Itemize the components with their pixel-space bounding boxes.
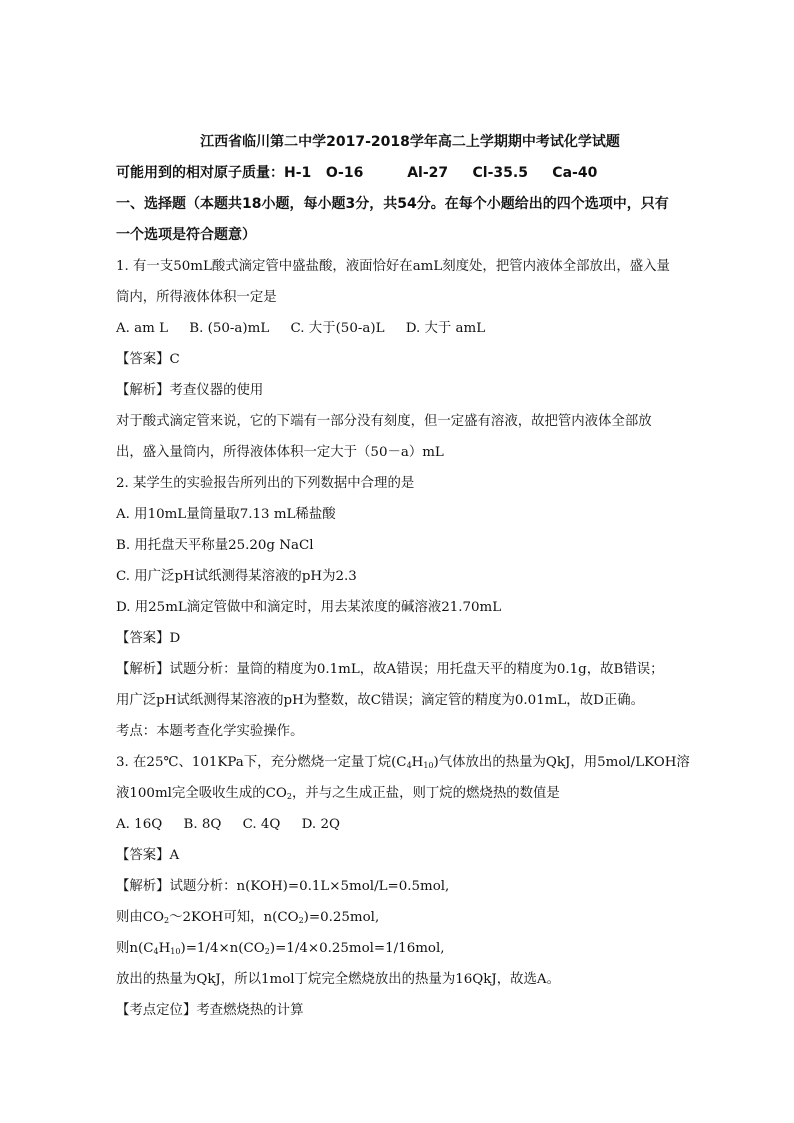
- q3-sub: 10: [170, 947, 181, 956]
- q3-analysis-text: 则n(C: [116, 941, 154, 956]
- atomic-mass-line: 可能用到的相对原子质量：H-1 O-16 Al-27 Cl-35.5 Ca-40: [116, 165, 598, 181]
- q2-answer: 【答案】D: [116, 631, 181, 646]
- q3-options: A. 16Q B. 8Q C. 4Q D. 2Q: [116, 817, 340, 832]
- q3-answer: 【答案】A: [116, 848, 180, 863]
- q3-analysis-text: )=1/4×n(CO: [180, 941, 265, 956]
- q2-option-a: A. 用10mL量筒量取7.13 mL稀盐酸: [116, 507, 336, 522]
- q1-options: A. am L B. (50-a)mL C. 大于(50-a)L D. 大于 amL: [116, 321, 486, 336]
- q3-point: 【考点定位】考查燃烧热的计算: [116, 1003, 304, 1018]
- q3-sub: 2: [286, 792, 292, 801]
- q3-analysis-text: H: [158, 941, 171, 956]
- q1-answer: 【答案】C: [116, 352, 180, 367]
- q3-analysis-text: ～2KOH可知，n(CO: [169, 910, 299, 925]
- q3-analysis-4: 放出的热量为QkJ，所以1mol丁烷完全燃烧放出的热量为16QkJ，故选A。: [116, 972, 560, 987]
- q3-analysis-text: )=1/4×0.25mol=1/16mol,: [269, 941, 445, 956]
- q3-analysis: 【解析】试题分析：n(KOH)=0.1L×5mol/L=0.5mol,: [116, 879, 450, 894]
- q2-stem: 2. 某学生的实验报告所列出的下列数据中合理的是: [116, 476, 415, 491]
- q1-stem: 1. 有一支50mL酸式滴定管中盛盐酸，液面恰好在amL刻度处，把管内液体全部放出，盛入量: [116, 259, 670, 274]
- q2-point: 考点：本题考查化学实验操作。: [116, 724, 304, 739]
- q3-analysis-3: [116, 933, 704, 964]
- q3-analysis-text: 则由CO: [116, 910, 165, 925]
- q3-sub: 10: [423, 761, 434, 770]
- q3-analysis-2: [116, 902, 704, 933]
- q3-stem-cont: [116, 778, 704, 809]
- q3-stem-text: ，并与之生成正盐，则丁烷的燃烧热的数值是: [291, 786, 560, 801]
- q1-explain-cont: 出，盛入量筒内，所得液体体积一定大于（50－a）mL: [116, 445, 444, 460]
- q3-sub: 2: [264, 947, 270, 956]
- q2-option-d: D. 用25mL滴定管做中和滴定时，用去某浓度的碱溶液21.70mL: [116, 600, 502, 615]
- q2-analysis-cont: 用广泛pH试纸测得某溶液的pH为整数，故C错误；滴定管的精度为0.01mL，故D正确。: [116, 693, 644, 708]
- section-heading: 一、选择题（本题共18小题，每小题3分，共54分。在每个小题给出的四个选项中，只有: [116, 196, 669, 212]
- q3-sub: 4: [406, 761, 412, 770]
- q1-stem-cont: 筒内，所得液体体积一定是: [116, 290, 277, 305]
- q3-stem: [116, 747, 704, 778]
- q1-explain: 对于酸式滴定管来说，它的下端有一部分没有刻度，但一定盛有溶液，故把管内液体全部放: [116, 414, 652, 429]
- q3-stem-text: H: [411, 755, 424, 770]
- q3-stem-text: )气体放出的热量为QkJ，用5mol/LKOH溶: [433, 755, 690, 770]
- q3-stem-text: 液100ml完全吸收生成的CO: [116, 786, 287, 801]
- q3-sub: 2: [164, 916, 170, 925]
- section-heading-cont: 一个选项是符合题意）: [116, 227, 256, 243]
- q3-stem-text: 3. 在25℃、101KPa下，充分燃烧一定量丁烷(C: [116, 755, 407, 770]
- q2-option-b: B. 用托盘天平称量25.20g NaCl: [116, 538, 314, 553]
- q3-sub: 4: [153, 947, 159, 956]
- q2-option-c: C. 用广泛pH试纸测得某溶液的pH为2.3: [116, 569, 357, 584]
- q1-analysis: 【解析】考查仪器的使用: [116, 383, 264, 398]
- q3-analysis-text: )=0.25mol,: [303, 910, 380, 925]
- q2-analysis: 【解析】试题分析：量筒的精度为0.1mL，故A错误；用托盘天平的精度为0.1g，故B错误；: [116, 662, 664, 677]
- q3-sub: 2: [298, 916, 304, 925]
- document-title: 江西省临川第二中学2017-2018学年高二上学期期中考试化学试题: [200, 134, 620, 150]
